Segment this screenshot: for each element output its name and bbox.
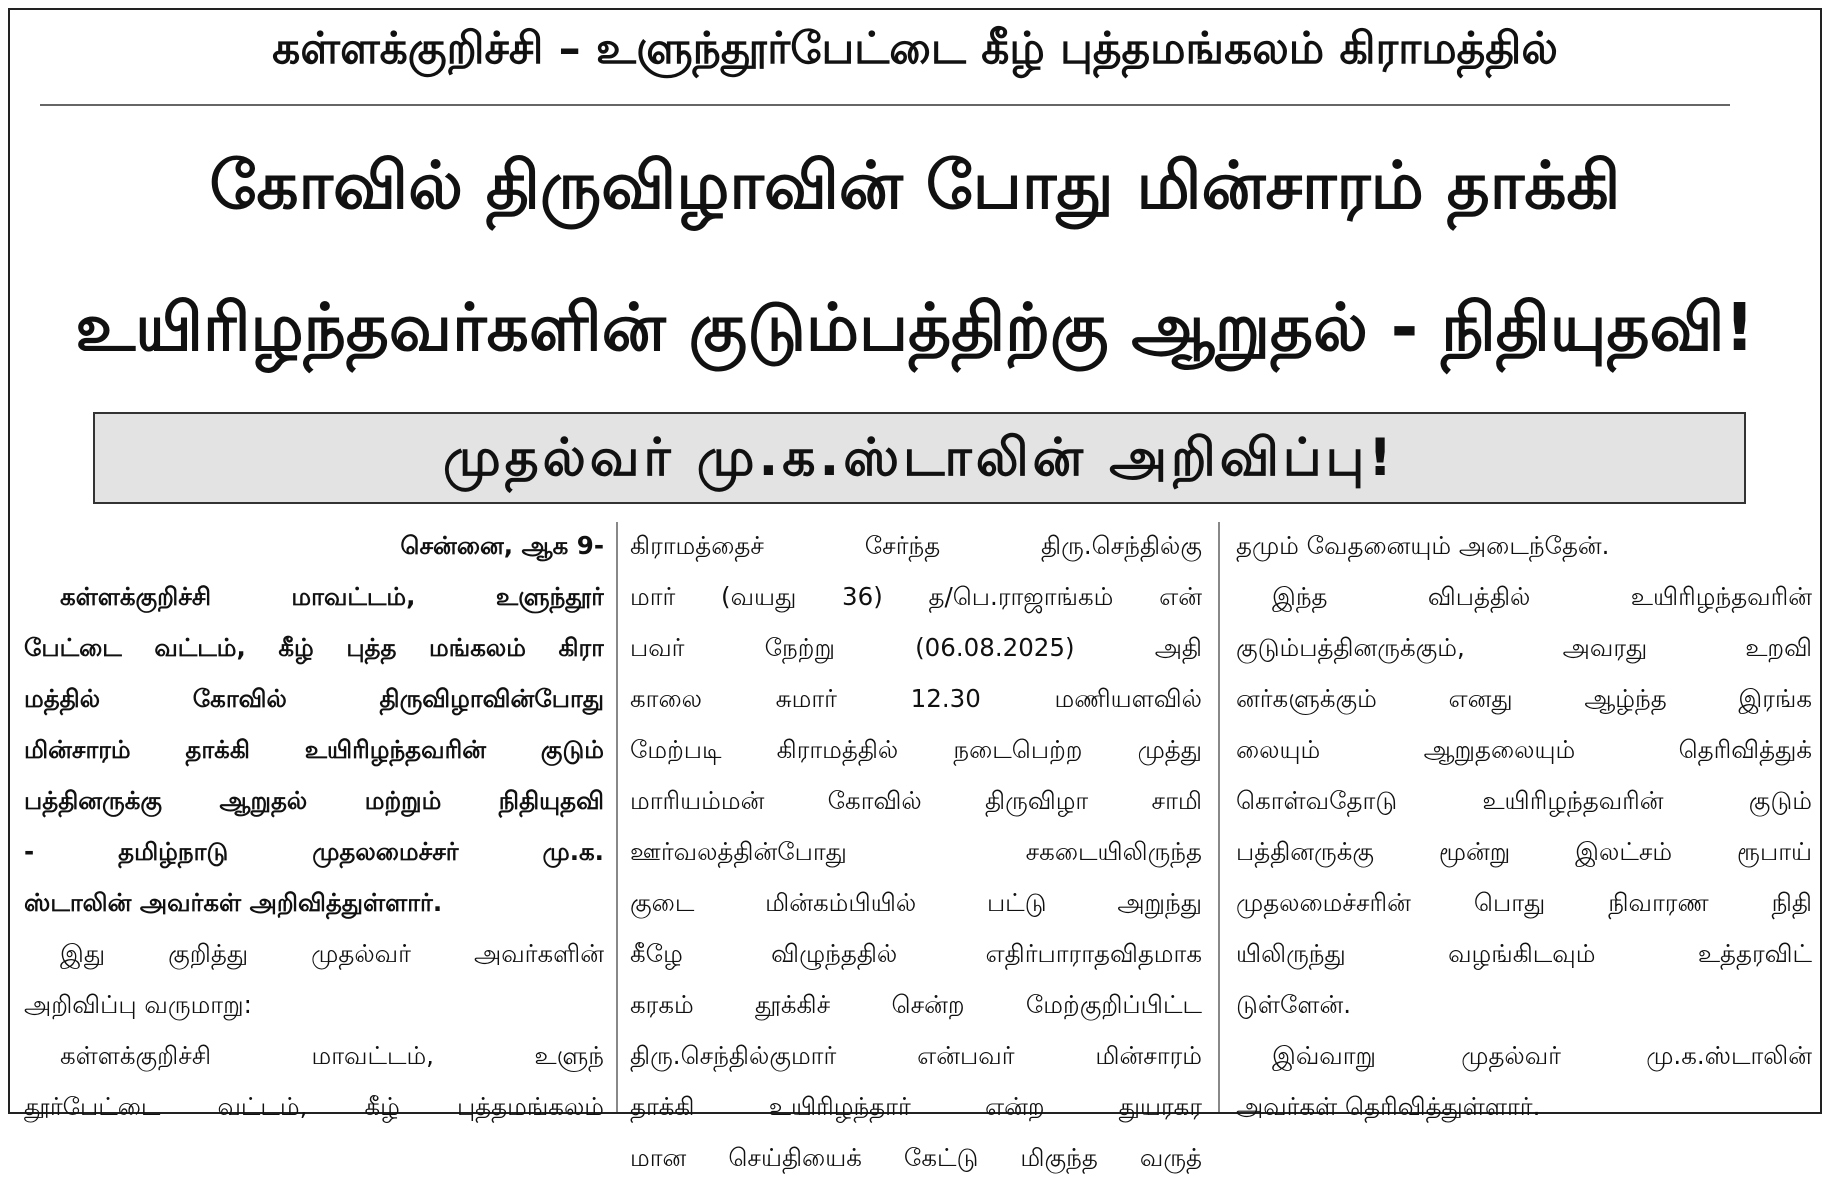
headline-line-2: உயிரிழந்தவர்களின் குடும்பத்திற்கு ஆறுதல் - நிதியுதவி! — [75, 289, 1755, 366]
article-line: கிராமத்தைச் சேர்ந்த திரு.செந்தில்கு — [630, 531, 1202, 560]
article-line: அவர்கள் தெரிவித்துள்ளார். — [1236, 1092, 1541, 1121]
article-column-3 — [1236, 520, 1812, 1132]
announcement-banner: முதல்வர் மு.க.ஸ்டாலின் அறிவிப்பு! — [93, 412, 1746, 504]
article-line: கள்ளக்குறிச்சி மாவட்டம், உளுந்தூர் — [60, 582, 604, 611]
article-line: மாரியம்மன் கோவில் திருவிழா சாமி — [630, 786, 1202, 815]
column-divider — [616, 522, 618, 1112]
article-line: தாக்கி உயிரிழந்தார் என்ற துயரகர — [630, 1092, 1202, 1121]
article-line: னர்களுக்கும் எனது ஆழ்ந்த இரங்க — [1236, 684, 1812, 713]
article-line: கொள்வதோடு உயிரிழந்தவரின் குடும் — [1236, 786, 1812, 815]
kicker-headline: கள்ளக்குறிச்சி – உளுந்தூர்பேட்டை கீழ் புத்தமங்கலம் கிராமத்தில் — [272, 23, 1558, 74]
article-line: பத்தினருக்கு ஆறுதல் மற்றும் நிதியுதவி — [24, 786, 604, 815]
article-line: கள்ளக்குறிச்சி மாவட்டம், உளுந் — [60, 1041, 604, 1070]
article-line: யிலிருந்து வழங்கிடவும் உத்தரவிட் — [1236, 939, 1812, 968]
article-line: குடை மின்கம்பியில் பட்டு அறுந்து — [630, 888, 1202, 917]
article-line: மார் (வயது 36) த/பெ.ராஜாங்கம் என் — [630, 582, 1202, 611]
article-line: ஸ்டாலின் அவர்கள் அறிவித்துள்ளார். — [24, 888, 443, 917]
article-line: காலை சுமார் 12.30 மணியளவில் — [630, 684, 1202, 713]
article-line: அறிவிப்பு வருமாறு: — [24, 990, 252, 1019]
article-column-1 — [24, 520, 604, 1132]
article-line: பேட்டை வட்டம், கீழ் புத்த மங்கலம் கிரா — [24, 633, 604, 662]
article-line: கீழே விழுந்ததில் எதிர்பாராதவிதமாக — [630, 939, 1202, 968]
article-line: கரகம் தூக்கிச் சென்ற மேற்குறிப்பிட்ட — [630, 990, 1202, 1019]
article-line: குடும்பத்தினருக்கும், அவரது உறவி — [1236, 633, 1812, 662]
article-line: லையும் ஆறுதலையும் தெரிவித்துக் — [1236, 735, 1812, 764]
article-line: - தமிழ்நாடு முதலமைச்சர் மு.க. — [24, 837, 604, 866]
article-line: டுள்ளேன். — [1236, 990, 1352, 1019]
article-line: தமும் வேதனையும் அடைந்தேன். — [1236, 531, 1610, 560]
article-line: மின்சாரம் தாக்கி உயிரிழந்தவரின் குடும் — [24, 735, 604, 764]
article-line: ஊர்வலத்தின்போது சகடையிலிருந்த — [630, 837, 1202, 866]
article-line: இந்த விபத்தில் உயிரிழந்தவரின் — [1272, 582, 1812, 611]
kicker-rule — [40, 104, 1730, 106]
article-line: மத்தில் கோவில் திருவிழாவின்போது — [24, 684, 604, 713]
article-line: திரு.செந்தில்குமார் என்பவர் மின்சாரம் — [630, 1041, 1202, 1070]
headline-line-1: கோவில் திருவிழாவின் போது மின்சாரம் தாக்கி — [209, 147, 1621, 224]
article-line: இவ்வாறு முதல்வர் மு.க.ஸ்டாலின் — [1272, 1041, 1812, 1070]
article-line: இது குறித்து முதல்வர் அவர்களின் — [60, 939, 604, 968]
article-line: முதலமைச்சரின் பொது நிவாரண நிதி — [1236, 888, 1812, 917]
column-divider — [1218, 522, 1220, 1112]
article-line: மான செய்தியைக் கேட்டு மிகுந்த வருத் — [630, 1143, 1202, 1172]
article-line: தூர்பேட்டை வட்டம், கீழ் புத்தமங்கலம் — [24, 1092, 604, 1121]
dateline: சென்னை, ஆக 9- — [400, 531, 604, 560]
article-line: பவர் நேற்று (06.08.2025) அதி — [630, 633, 1202, 662]
article-line: பத்தினருக்கு மூன்று இலட்சம் ரூபாய் — [1236, 837, 1812, 866]
article-column-2 — [630, 520, 1202, 1183]
article-line: மேற்படி கிராமத்தில் நடைபெற்ற முத்து — [630, 735, 1202, 764]
